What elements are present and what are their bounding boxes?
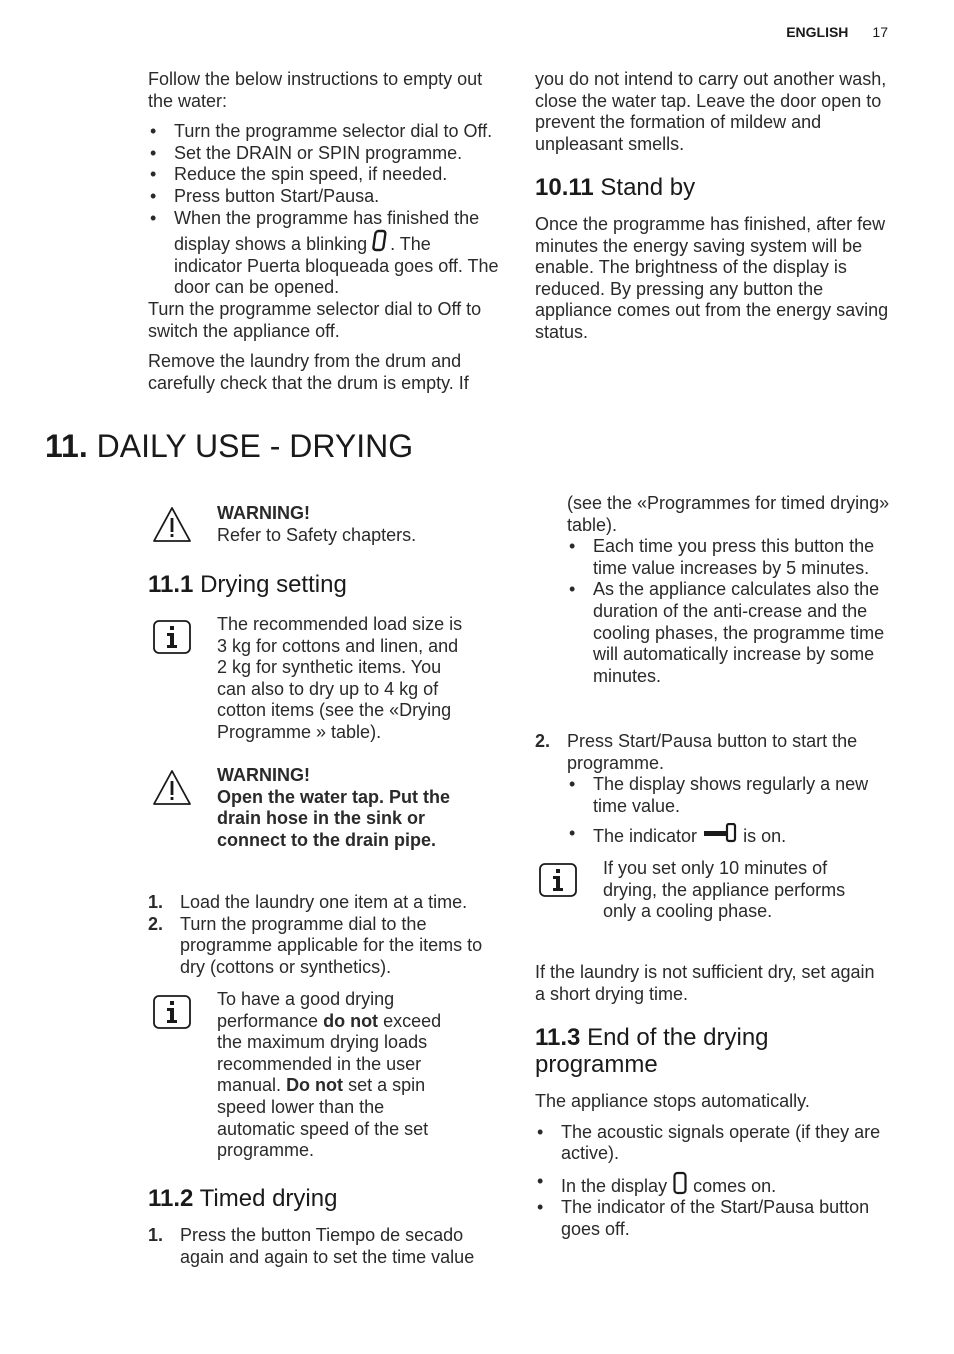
section-title-timed-drying [148,1185,337,1212]
info-text-part: exceed the maximum drying loads recommended in the user manual. [217,1010,442,1096]
warning-text: Open the water tap. Put the drain hose in the sink or connect to the drain pipe. [217,786,451,850]
timed-drying-step-2 [535,731,897,848]
info-drying-performance [217,989,467,1162]
warning-title: WARNING! [217,503,310,523]
section-title: End of the drying programme [535,1024,769,1078]
step-text: Turn the programme dial to the programme applicable for the items to dry (cottons or synthetics). [180,913,483,977]
timed-drying-step-1 [148,1225,508,1268]
section-number: 10.11 [535,174,594,201]
warning-text: Refer to Safety chapters. [217,524,417,545]
display-zero-icon [672,1171,688,1195]
warning-title: WARNING! [217,765,310,785]
language-label: ENGLISH [786,24,849,40]
list-item-text: comes on. [693,1175,777,1196]
stand-by-paragraph: Once the programme has finished, after few minutes the energy saving system will be enable. The brightness of the display is reduced. By pressing any button the appliance comes out from the energy saving status. [535,214,889,342]
info-text [217,989,467,1162]
drain-intro: Follow the below instructions to empty out the water: [148,69,483,111]
step-2-bullets [567,774,897,848]
info-text-part: set a spin speed lower than the automatic speed of the set programme. [217,1075,429,1161]
continuation-text [535,69,891,155]
info-text: The recommended load size is 3 kg for cottons and linen, and 2 kg for synthetic items. You can also to dry up to 4 kg of cotton items (see the «Drying Programme » table). [217,614,463,742]
info-load-size [217,614,469,744]
info-icon [152,617,192,657]
info-icon [152,992,192,1032]
step-number: 1. [148,892,164,912]
info-icon [538,860,578,900]
list-item: • Turn the programme selector dial to Off. [148,121,503,143]
list-item: • Press button Start/Pausa. [148,186,503,208]
list-item [567,823,897,848]
not-dry-text [535,962,885,1005]
timed-drying-bullets [567,536,897,687]
section-title: Drying setting [200,571,347,598]
section-title: Stand by [600,174,696,201]
section-title-end-drying [535,1024,865,1078]
stand-by-text [535,214,891,344]
step-text: Press the button Tiempo de secado again and again to set the time value [180,1225,475,1267]
list-item: • Each time you press this button the time value increases by 5 minutes. [567,536,897,579]
list-item-text: The indicator [593,826,698,847]
paragraph: If the laundry is not sufficient dry, set again a short drying time. [535,962,875,1004]
section-title-stand-by [535,174,695,201]
section-title: Timed drying [199,1185,338,1212]
step-text: (see the «Programmes for timed drying» table). [567,493,890,535]
info-text-part: To have a good drying performance [217,989,395,1031]
list-item: • The indicator of the Start/Pausa button goes off. [535,1197,891,1240]
list-item [148,892,498,914]
paragraph: The appliance stops automatically. [535,1091,810,1111]
drain-list [148,121,503,299]
info-emphasis: do not [323,1010,379,1031]
step-number: 2. [535,731,551,751]
chapter-title [45,428,414,464]
continuation-paragraph: you do not intend to carry out another wash, close the water tap. Leave the door open to prevent the formation of mildew and unpleasant smells. [535,69,887,154]
remove-laundry-text: Remove the laundry from the drum and carefully check that the drum is empty. If [148,351,469,393]
page-header [786,22,888,44]
warning-water-tap [217,765,462,851]
info-text: If you set only 10 minutes of drying, the appliance performs only a cooling phase. [603,858,846,922]
step-number: 2. [148,913,164,934]
section-number: 11.2 [148,1185,194,1212]
chapter-number: 11. [45,428,88,464]
warning-triangle-icon [152,768,192,808]
warning-safety [217,503,507,546]
info-emphasis: Do not [286,1075,344,1096]
warning-triangle-icon [152,505,192,545]
end-drying-list [535,1122,891,1241]
list-item [535,731,897,848]
chapter-title-text: DAILY USE - DRYING [96,428,414,464]
section-number: 11.3 [535,1024,581,1051]
section-title-drying-setting [148,571,347,598]
list-item-text: is on. [743,826,787,847]
list-item: • Reduce the spin speed, if needed. [148,164,503,186]
page-number: 17 [872,24,888,40]
list-item [148,1225,508,1268]
drying-indicator-icon [702,823,738,845]
list-item-text: . The indicator Puerta bloqueada goes off. The door can be opened. [174,234,499,298]
step-number: 1. [148,1225,164,1245]
list-item [148,208,503,299]
drying-steps [148,892,498,978]
list-item-text: When the programme has finished the display shows a blinking [174,207,480,255]
end-drying-content [535,1091,891,1241]
section-number: 11.1 [148,571,194,598]
info-cooling-phase [603,858,853,923]
list-item: • As the appliance calculates also the duration of the anti-crease and the cooling phases, the programme time will automatically increase by some minutes. [567,579,897,687]
list-item: • The display shows regularly a new time value. [567,774,897,817]
list-item: • Set the DRAIN or SPIN programme. [148,143,503,165]
switch-off-text: Turn the programme selector dial to Off to switch the appliance off. [148,298,482,341]
step-text: Load the laundry one item at a time. [180,892,468,912]
display-zero-icon [372,229,390,253]
list-item [148,914,498,979]
timed-drying-continuation [567,493,897,687]
list-item [535,1171,891,1198]
list-item-text: In the display [561,1175,668,1196]
step-text: Press Start/Pausa button to start the programme. [567,731,858,773]
drain-instructions [148,69,503,394]
list-item: • The acoustic signals operate (if they are active). [535,1122,891,1165]
